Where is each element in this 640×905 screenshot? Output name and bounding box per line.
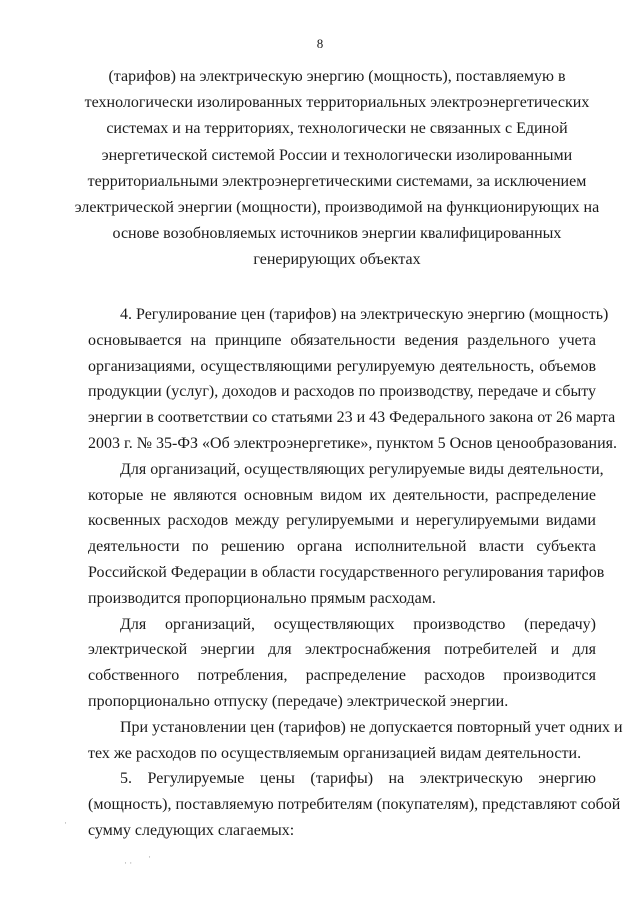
paragraph-line: 5. Регулируемые цены (тарифы) на электрическую энергию [120, 770, 596, 788]
paragraph-indirect-costs [88, 457, 605, 612]
scan-artifact: · [64, 818, 67, 828]
document-body [88, 302, 623, 844]
paragraph-line: производится пропорционально прямым расходам. [88, 589, 436, 607]
paragraph-line: которые не являются основным видом их деятельности, распределение [88, 486, 596, 504]
heading-line: территориальными электроэнергетическими системами, за исключением [87, 172, 587, 190]
heading-line: системах и на территориях, технологически не связанных с Единой [106, 120, 568, 138]
scan-artifact: · [148, 852, 151, 862]
paragraph-line: Для организаций, осуществляющих регулируемые виды деятельности, [120, 460, 604, 478]
paragraph-5-tariff-components [88, 766, 621, 843]
heading-line: генерирующих объектах [253, 251, 421, 269]
paragraph-line: продукции (услуг), доходов и расходов по производству, передаче и сбыту [88, 383, 596, 401]
section-heading [70, 64, 604, 274]
paragraph-line: основывается на принципе обязательности ведения раздельного учета [88, 331, 596, 349]
paragraph-line: собственного потребления, распределение расходов производится [88, 667, 596, 685]
paragraph-line: сумму следующих слагаемых: [88, 821, 295, 839]
paragraph-line: энергии в соответствии со статьями 23 и 43 Федерального закона от 26 марта [88, 409, 616, 427]
paragraph-no-double-counting [88, 715, 623, 767]
paragraph-line: (мощность), поставляемую потребителям (покупателям), представляют собой [88, 796, 621, 814]
paragraph-line: пропорционально отпуску (передаче) электрической энергии. [88, 692, 509, 710]
heading-line: электрической энергии (мощности), производимой на функционирующих на [74, 199, 600, 217]
paragraph-line: 4. Регулирование цен (тарифов) на электрическую энергию (мощность) [120, 306, 609, 323]
paragraph-line: электрической энергии для электроснабжения потребителей и для [88, 641, 596, 659]
paragraph-line: Для организаций, осуществляющих производство (передачу) [120, 615, 596, 633]
paragraph-4-regulation-principle [88, 302, 618, 457]
paragraph-line: деятельности по решению органа исполнительной власти субъекта [88, 538, 596, 556]
heading-line: технологически изолированных территориальных электроэнергетических [84, 94, 590, 112]
paragraph-line: При установлении цен (тарифов) не допускается повторный учет одних и [120, 718, 623, 736]
paragraph-line: тех же расходов по осуществляемым организацией видам деятельности. [88, 744, 582, 762]
heading-line: энергетической системой России и технологически изолированными [101, 146, 573, 164]
paragraph-line: косвенных расходов между регулируемыми и нерегулируемыми видами [88, 512, 596, 530]
paragraph-line: организациями, осуществляющими регулируемую деятельность, объемов [88, 357, 596, 375]
heading-line: основе возобновляемых источников энергии квалифицированных [112, 225, 562, 243]
page-number: 8 [316, 36, 324, 51]
scan-artifact: · · [124, 858, 133, 868]
paragraph-production-transmission [88, 612, 596, 715]
paragraph-line: 2003 г. № 35-ФЗ «Об электроэнергетике», пунктом 5 Основ ценообразования. [88, 434, 618, 452]
heading-line: (тарифов) на электрическую энергию (мощность), поставляемую в [108, 68, 566, 85]
paragraph-line: Российской Федерации в области государственного регулирования тарифов [88, 563, 605, 581]
